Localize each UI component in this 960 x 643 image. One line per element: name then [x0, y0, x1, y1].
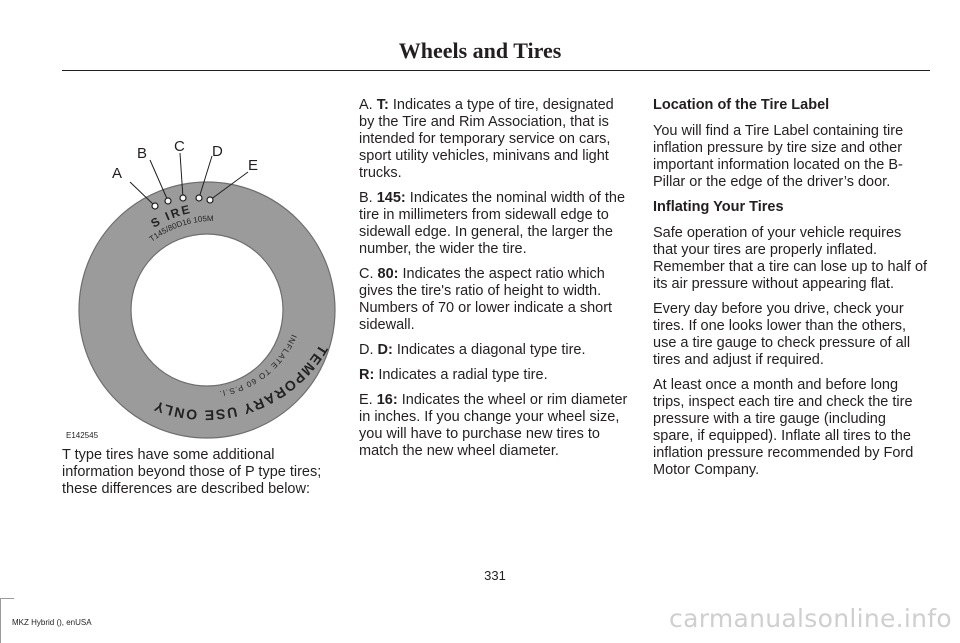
tire-size-text: T145/80D16 105M: [147, 213, 214, 244]
item-prefix: E.: [359, 392, 377, 408]
item-prefix: A.: [359, 97, 377, 113]
tire-inflate-text: INFLATE TO 60 P.S.I.: [217, 333, 299, 399]
column-1: [62, 447, 337, 506]
item-prefix: C.: [359, 266, 378, 282]
paragraph-monthly-check: At least once a month and before long trips, inspect each tire and check the tire pressure with a tire gauge (including spare, if equipped). Inflate all tires to the inflation pressure recommended by Ford Motor Company.: [653, 377, 914, 478]
column-3: [653, 97, 928, 487]
tire-illustration: [62, 98, 338, 448]
crop-mark: [0, 598, 14, 599]
figure-id: E142545: [66, 431, 99, 440]
item-term: 16:: [376, 392, 398, 408]
heading-inflating-tires: Inflating Your Tires: [653, 199, 784, 215]
item-text: Indicates a type of tire, designated by the Tire and Rim Association, that is intended for temporary service on cars, sport utility vehicles, minivans and light trucks.: [359, 97, 614, 181]
item-text: Indicates a radial type tire.: [374, 367, 548, 383]
item-term: D:: [377, 342, 393, 358]
page-number: 331: [484, 568, 506, 583]
tire-figure: [62, 98, 338, 448]
item-prefix: B.: [359, 190, 377, 206]
item-r: [359, 367, 631, 384]
callout-label-e: E: [248, 157, 259, 174]
item-text: Indicates the wheel or rim diameter in inches. If you change your wheel size, you will have to purchase new tires to match the new wheel diameter.: [359, 392, 628, 459]
item-text: Indicates a diagonal type tire.: [392, 342, 586, 358]
watermark: carmanualsonline.info: [669, 604, 952, 633]
item-term: 145:: [376, 190, 406, 206]
item-text: Indicates the aspect ratio which gives the tire's ratio of height to width. Numbers of 70 or lower indicate a short sidewall.: [359, 266, 613, 333]
tire-bottom-text: TEMPORARY USE ONLY: [150, 342, 332, 424]
item-term: T:: [376, 97, 389, 113]
item-d: [359, 342, 631, 359]
page-title: Wheels and Tires: [398, 38, 562, 63]
item-term: R:: [359, 367, 375, 383]
paragraph-safe-operation: Safe operation of your vehicle requires that your tires are properly inflated. Remember that a tire can lose up to half of its air pressure without appearing flat.: [653, 225, 928, 292]
item-text: Indicates the nominal width of the tire in millimeters from sidewall edge to sidewall edge. In general, the larger the number, the wider the tire.: [359, 190, 626, 257]
tire-top-text: S IRE: [148, 201, 193, 231]
paragraph-tire-label: You will find a Tire Label containing tire inflation pressure by tire size and other important information located on the B-Pillar or the edge of the driver’s door.: [653, 123, 904, 190]
callout-label-d: D: [212, 143, 223, 160]
callout-label-c: C: [174, 138, 185, 155]
header-rule: [62, 70, 930, 71]
paragraph-daily-check: Every day before you drive, check your tires. If one looks lower than the others, use a tire gauge to check pressure of all tires and adjust if required.: [653, 301, 911, 368]
intro-paragraph: T type tires have some additional information beyond those of P type tires; these differences are described below:: [62, 447, 322, 497]
item-a: [359, 97, 631, 182]
heading-tire-label-location: Location of the Tire Label: [653, 97, 830, 113]
item-prefix: D.: [359, 342, 378, 358]
item-b: [359, 190, 631, 258]
tire-ring: [105, 208, 309, 412]
item-c: [359, 266, 631, 334]
doc-id: MKZ Hybrid (), enUSA: [12, 618, 92, 627]
item-e: [359, 392, 631, 460]
column-2: [359, 97, 631, 468]
crop-mark: [0, 598, 1, 643]
callout-label-b: B: [137, 145, 148, 162]
item-term: 80:: [377, 266, 399, 282]
callout-label-a: A: [112, 165, 123, 182]
